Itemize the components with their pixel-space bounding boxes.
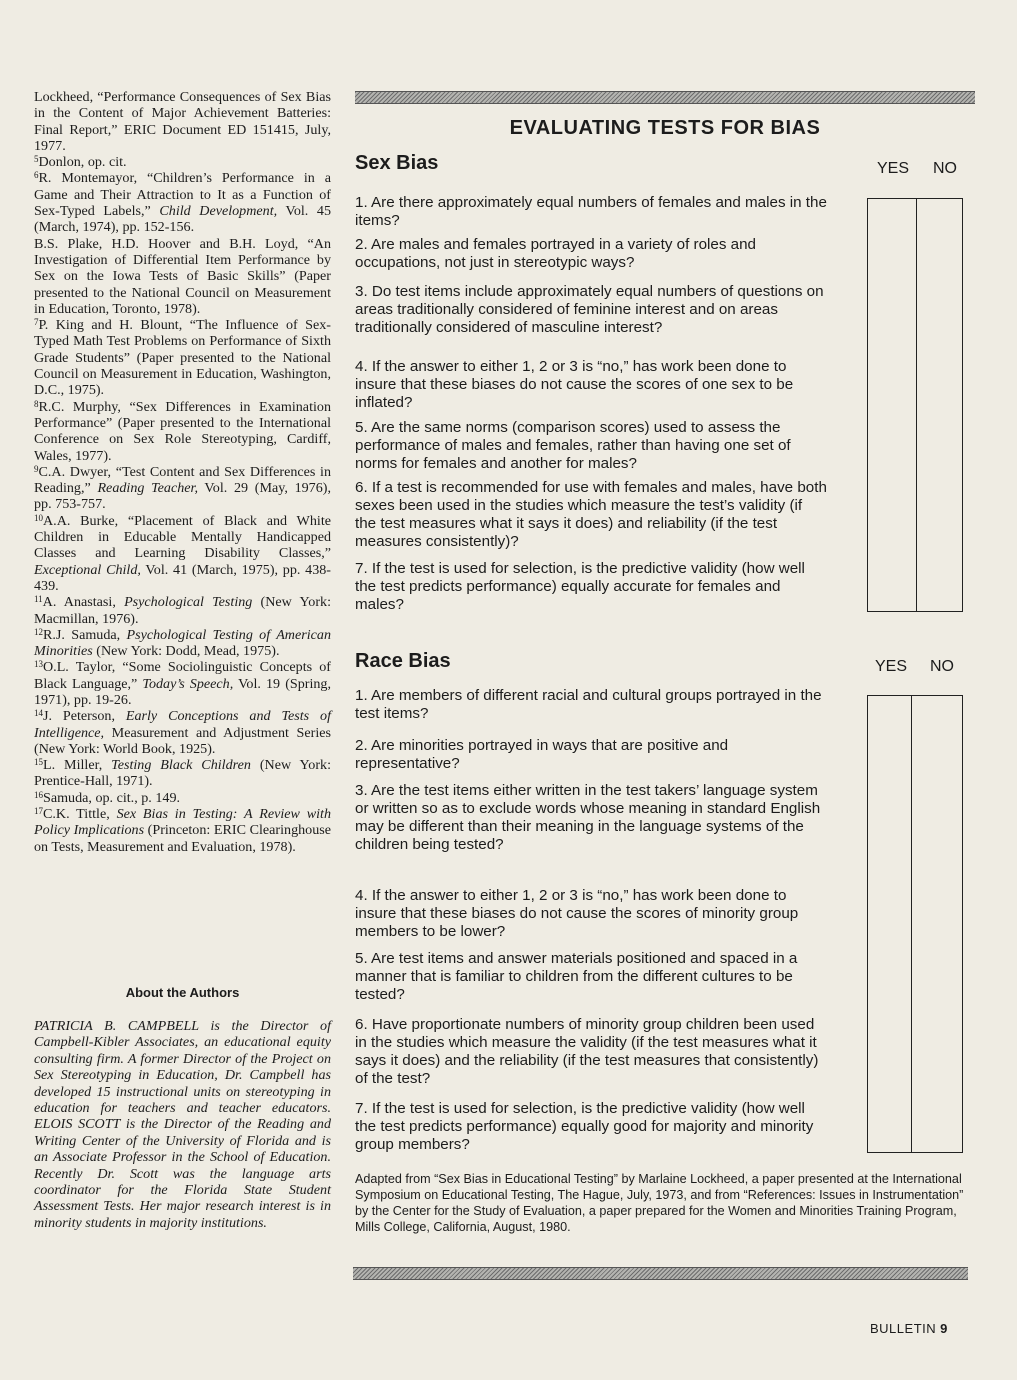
sex-bias-question-7: 7. If the test is used for selection, is the predictive validity (how well the test predicts performance) equally accurate for females and males?: [355, 560, 805, 613]
references-list: [34, 89, 331, 855]
footnote-number: 17: [34, 806, 43, 817]
reference-text: Vol. 19 (Spring, 1971), pp. 19-26.: [34, 675, 331, 708]
reference-text: P. King and H. Blount, “The Influence of Sex-Typed Math Test Problems on Performance of Sixth Grade Students” (Paper presented to the National Council on Measurement in Education, Washington, D.C., 1975).: [34, 317, 331, 399]
sex-bias-question-6: 6. If a test is recommended for use with females and males, have both sexes been used in the studies which measure the test’s validity (if the test measures what it says it does) and reliability (if the test measures consistently)?: [355, 479, 827, 550]
top-hatched-bar: [355, 91, 975, 104]
reference-title: Child Development,: [159, 203, 278, 220]
reference-item: [34, 806, 331, 855]
sex-bias-heading: Sex Bias: [355, 152, 439, 174]
reference-item: [34, 708, 331, 757]
reference-text: Samuda, op. cit., p. 149.: [43, 789, 181, 806]
footnote-number: 14: [34, 708, 43, 719]
reference-text: Measurement and Adjustment Series (New York: World Book, 1925).: [34, 724, 331, 757]
reference-item: [34, 627, 331, 660]
race-bias-yes-label: YES: [875, 658, 908, 675]
sex-bias-question-4: 4. If the answer to either 1, 2 or 3 is “no,” has work been done to insure that these biases do not cause the scores of one sex to be inflated?: [355, 358, 794, 411]
footnote-number: 15: [34, 757, 43, 768]
footnote-number: 7: [34, 317, 39, 328]
race-bias-heading: Race Bias: [355, 650, 451, 672]
reference-text: C.A. Dwyer, “Test Content and Sex Differences in Reading,”: [34, 463, 331, 497]
reference-item: [34, 464, 331, 513]
sex-bias-yes-label: YES: [877, 160, 910, 177]
reference-text: R.C. Murphy, “Sex Differences in Examination Performance” (Paper presented to the International Conference on Sex Role Stereotyping, Cardiff, Wales, 1977).: [34, 398, 331, 464]
race-bias-question-1: 1. Are members of different racial and cultural groups portrayed in the test items?: [355, 687, 822, 722]
footnote-number: 13: [34, 659, 43, 670]
reference-item: [34, 513, 331, 594]
race-bias-question-7: 7. If the test is used for selection, is the predictive validity (how well the test predicts performance) equally good for majority and minority group members?: [355, 1100, 814, 1153]
sex-bias-question-5: 5. Are the same norms (comparison scores) used to assess the performance of males and females, rather than having one set of norms for females and another for males?: [355, 419, 791, 472]
footnote-number: 12: [34, 626, 43, 637]
race-bias-no-label: NO: [930, 658, 954, 675]
footnote-number: 16: [34, 789, 43, 800]
sex-bias-answer-divider: [916, 198, 917, 612]
reference-item: [34, 399, 331, 464]
race-bias-question-4: 4. If the answer to either 1, 2 or 3 is “no,” has work been done to insure that these biases do not cause the scores of minority group members to be lower?: [355, 887, 799, 940]
reference-text: (New York: Dodd, Mead, 1975).: [92, 643, 280, 660]
reference-text: (New York: Prentice-Hall, 1971).: [34, 757, 331, 790]
reference-item: [34, 170, 331, 235]
page-footer: [870, 1321, 948, 1336]
reference-text: Lockheed, “Performance Consequences of Sex Bias in the Content of Major Achievement Batteries: Final Report,” ERIC Document ED 151415, July, 1977.: [34, 89, 331, 154]
reference-item: [34, 594, 331, 627]
reference-title: Testing Black Children: [111, 757, 251, 774]
reference-title: Psychological Testing: [124, 594, 253, 611]
footnote-number: 10: [34, 512, 43, 523]
reference-text: A. Anastasi,: [42, 594, 125, 611]
race-bias-question-2: 2. Are minorities portrayed in ways that are positive and representative?: [355, 737, 729, 772]
race-bias-question-6: 6. Have proportionate numbers of minority group children been used in the studies which measure the validity (if the test measures what it says it does) and the reliability (if the test measures that consistently) of the test?: [355, 1016, 819, 1087]
reference-title: Reading Teacher,: [97, 480, 198, 497]
reference-title: Early Conceptions and Tests of Intelligence,: [34, 708, 331, 741]
footnote-number: 9: [34, 463, 39, 474]
reference-text: C.K. Tittle,: [43, 806, 117, 823]
sex-bias-no-label: NO: [933, 160, 957, 177]
footnote-number: 8: [34, 398, 39, 409]
footnote-number: 6: [34, 170, 39, 181]
reference-text: Donlon, op. cit.: [38, 154, 127, 171]
page-title: EVALUATING TESTS FOR BIAS: [509, 117, 821, 139]
source-note: Adapted from “Sex Bias in Educational Testing” by Marlaine Lockheed, a paper presented at the International Symposium on Educational Testing, The Hague, July, 1973, and from “References: Issues in Instrumentation” by the Center for the Study of Evaluation, a paper prepared for the Women and Minorities Training Program, Mills College, California, August, 1980.: [355, 1172, 964, 1234]
reference-text: R.J. Samuda,: [43, 626, 127, 643]
reference-item: [34, 659, 331, 708]
reference-item: [34, 790, 331, 806]
reference-text: (Princeton: ERIC Clearinghouse on Tests, Measurement and Evaluation, 1978).: [34, 822, 331, 855]
reference-text: Vol. 41 (March, 1975), pp. 438-439.: [34, 561, 331, 594]
reference-text: O.L. Taylor, “Some Sociolinguistic Concepts of Black Language,”: [34, 659, 331, 692]
footer-label: BULLETIN: [870, 1321, 937, 1336]
reference-text: R. Montemayor, “Children’s Performance in a Game and Their Attraction to It as a Function of Sex-Typed Labels,”: [34, 170, 331, 220]
reference-item: [34, 154, 331, 170]
race-bias-question-3: 3. Are the test items either written in the test takers’ language system or written so as to exclude words whose meaning in standard English may be different than their meaning in the language systems of the children being tested?: [355, 782, 821, 853]
reference-item: [34, 317, 331, 398]
sex-bias-question-3: 3. Do test items include approximately equal numbers of questions on areas traditionally considered of feminine interest and on areas traditionally considered of masculine interest?: [355, 283, 824, 336]
reference-text: L. Miller,: [43, 757, 112, 774]
sex-bias-question-1: 1. Are there approximately equal numbers of females and males in the items?: [355, 194, 827, 229]
reference-text: (New York: Macmillan, 1976).: [34, 594, 332, 627]
footnote-number: 11: [34, 594, 43, 605]
race-bias-question-5: 5. Are test items and answer materials positioned and spaced in a manner that is familiar to children from the different cultures to be tested?: [355, 950, 798, 1003]
reference-item: [34, 89, 331, 154]
reference-title: Sex Bias in Testing: A Review with Policy Implications: [34, 806, 331, 839]
bottom-hatched-bar: [353, 1267, 968, 1280]
reference-title: Exceptional Child,: [34, 561, 141, 578]
footnote-number: 5: [34, 154, 39, 165]
race-bias-answer-box: [867, 695, 963, 1153]
reference-text: Vol. 45 (March, 1974), pp. 152-156.: [34, 203, 332, 236]
reference-title: Today’s Speech,: [142, 675, 234, 692]
reference-item: [34, 757, 331, 790]
reference-text: J. Peterson,: [43, 708, 126, 725]
about-authors-text: PATRICIA B. CAMPBELL is the Director of Campbell-Kibler Associates, an educational equity consulting firm. A former Director of the Project on Sex Stereotyping in Education, Dr. Campbell has developed 15 instructional units on stereotyping in education for teachers and teacher educators. ELOIS SCOTT is the Director of the Reading and Writing Center of the University of Florida and is an Associate Professor in the School of Education. Recently Dr. Scott was the language arts coordinator for the Florida State Student Assessment Tests. Her major research interest is in minority students in majority institutions.: [34, 1018, 331, 1231]
about-authors-heading: About the Authors: [125, 985, 240, 1000]
reference-text: B.S. Plake, H.D. Hoover and B.H. Loyd, “An Investigation of Differential Item Performance by Sex on the Iowa Tests of Basic Skills” (Paper presented to the National Council on Measurement in Education, Toronto, 1978).: [34, 235, 331, 317]
sex-bias-question-2: 2. Are males and females portrayed in a variety of roles and occupations, not just in stereotypic ways?: [355, 236, 756, 271]
reference-text: A.A. Burke, “Placement of Black and White Children in Educable Mentally Handicapped Classes and Learning Disability Classes,”: [34, 512, 331, 562]
reference-title: Psychological Testing of American Minorities: [34, 626, 331, 660]
race-bias-answer-divider: [911, 695, 912, 1153]
sex-bias-answer-box: [867, 198, 963, 612]
reference-item: [34, 236, 331, 317]
page-number: 9: [940, 1321, 948, 1336]
reference-text: Vol. 29 (May, 1976), pp. 753-757.: [34, 480, 331, 513]
